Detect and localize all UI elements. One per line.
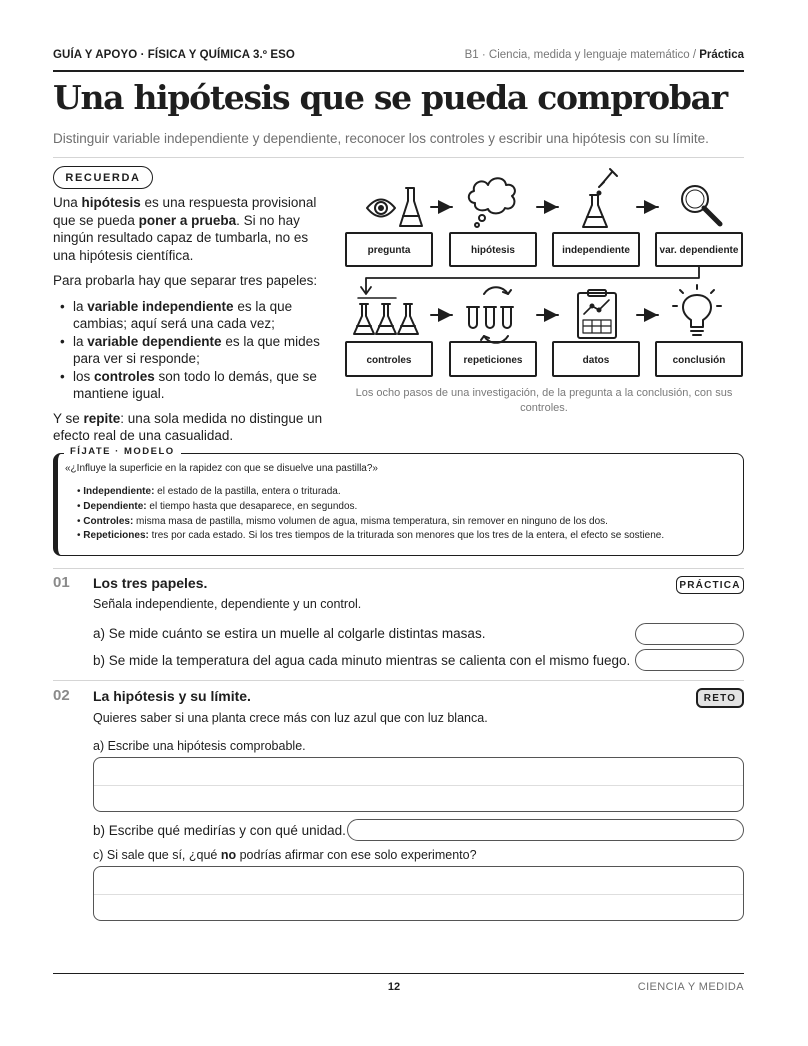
list-item: • Controles: misma masa de pastilla, mismo volumen de agua, misma temperatura, sin remover en ninguno de los dos. (77, 515, 664, 530)
recuerda-p2: Para probarla hay que separar tres papeles: (53, 273, 318, 288)
investigation-steps-diagram (340, 160, 744, 385)
header-rule (53, 70, 744, 72)
list-item: • Independiente: el estado de la pastilla, entera o triturada. (77, 485, 664, 500)
section-divider (53, 568, 744, 569)
practica-tag: PRÁCTICA (676, 576, 744, 594)
fijate-list (77, 485, 664, 544)
list-item: • la variable dependiente es la que mides para ver si responde; (53, 333, 328, 368)
step-label: repeticiones (463, 355, 523, 366)
exercise-title: La hipótesis y su límite. (93, 688, 251, 704)
recuerda-p3: Y se repite: una sola medida no distingue un efecto real de una casualidad. (53, 410, 323, 443)
fijate-question: «¿Influye la superficie en la rapidez con que se disuelve una pastilla?» (65, 463, 378, 474)
step-label: conclusión (672, 355, 726, 366)
question-a: a) Se mide cuánto se estira un muelle al colgarle distintas masas. (93, 626, 486, 641)
fijate-label: FÍJATE · MODELO (64, 446, 181, 457)
page-title: Una hipótesis que se pueda comprobar (53, 78, 727, 117)
question-b: b) Se mide la temperatura del agua cada minuto mientras se calienta con el mismo fuego. (93, 653, 631, 668)
question-a: a) Escribe una hipótesis comprobable. (93, 739, 306, 753)
footer-section: CIENCIA Y MEDIDA (637, 981, 744, 993)
question-c: c) Si sale que sí, ¿qué no podrías afirmar con ese solo experimento? (93, 848, 477, 862)
recuerda-text (53, 194, 328, 453)
lightbulb-icon (673, 285, 721, 335)
answer-field-a[interactable] (635, 623, 744, 645)
exercise-instruction: Quieres saber si una planta crece más con luz azul que con luz blanca. (93, 711, 488, 725)
breadcrumb-path: B1 · Ciencia, medida y lenguaje matemático / (464, 49, 700, 61)
reto-tag: RETO (696, 688, 744, 708)
step-label: independiente (562, 245, 630, 256)
step-label: var. dependiente (659, 245, 739, 256)
magnifier-icon (682, 186, 720, 224)
step-label: datos (582, 355, 610, 366)
eye-flask-icon (367, 188, 422, 226)
exercise-title: Los tres papeles. (93, 575, 208, 591)
answer-field-b[interactable] (635, 649, 744, 671)
subtitle-rule (53, 157, 744, 158)
diagram-caption: Los ocho pasos de una investigación, de la pregunta a la conclusión, con sus controles. (355, 387, 733, 414)
list-item: • los controles son todo lo demás, que se mantiene igual. (53, 368, 328, 403)
clipboard-chart-icon (578, 290, 616, 338)
header-course: GUÍA Y APOYO · FÍSICA Y QUÍMICA 3.º ESO (53, 49, 295, 61)
list-item: • Dependiente: el tiempo hasta que desaparece, en segundos. (77, 500, 664, 515)
exercise-instruction: Señala independiente, dependiente y un control. (93, 597, 362, 611)
header-breadcrumb (465, 49, 744, 61)
thought-cloud-icon (469, 178, 515, 227)
footer-rule (53, 973, 744, 974)
exercise-number: 01 (53, 574, 70, 591)
list-item: • Repeticiones: tres por cada estado. Si los tres tiempos de la triturada son menores que los tres de la entera, el efecto se sostiene. (77, 529, 664, 544)
question-b: b) Escribe qué medirías y con qué unidad. (93, 823, 346, 838)
step-label: pregunta (367, 245, 411, 256)
section-divider (53, 680, 744, 681)
recuerda-badge: RECUERDA (53, 166, 153, 189)
roles-list (53, 298, 328, 403)
answer-box-a[interactable] (93, 757, 744, 812)
page-number: 12 (387, 981, 401, 993)
test-tubes-icon (467, 287, 513, 343)
page-subtitle: Distinguir variable independiente y dependiente, reconocer los controles y escribir una hipótesis con su límite. (53, 131, 709, 146)
three-flasks-icon (354, 298, 418, 334)
breadcrumb-current: Práctica (699, 49, 744, 61)
answer-box-c[interactable] (93, 866, 744, 921)
step-label: hipótesis (471, 245, 515, 256)
recuerda-p1: Una hipótesis es una respuesta provisional que se pueda poner a prueba. Si no hay ningún resultado capaz de tumbarla, no es una hipótesis científica. (53, 195, 317, 263)
list-item: • la variable independiente es la que cambias; aquí será una cada vez; (53, 298, 328, 333)
step-label: controles (366, 355, 412, 366)
answer-field-b[interactable] (347, 819, 744, 841)
exercise-number: 02 (53, 687, 70, 704)
dropper-flask-icon (583, 169, 617, 227)
